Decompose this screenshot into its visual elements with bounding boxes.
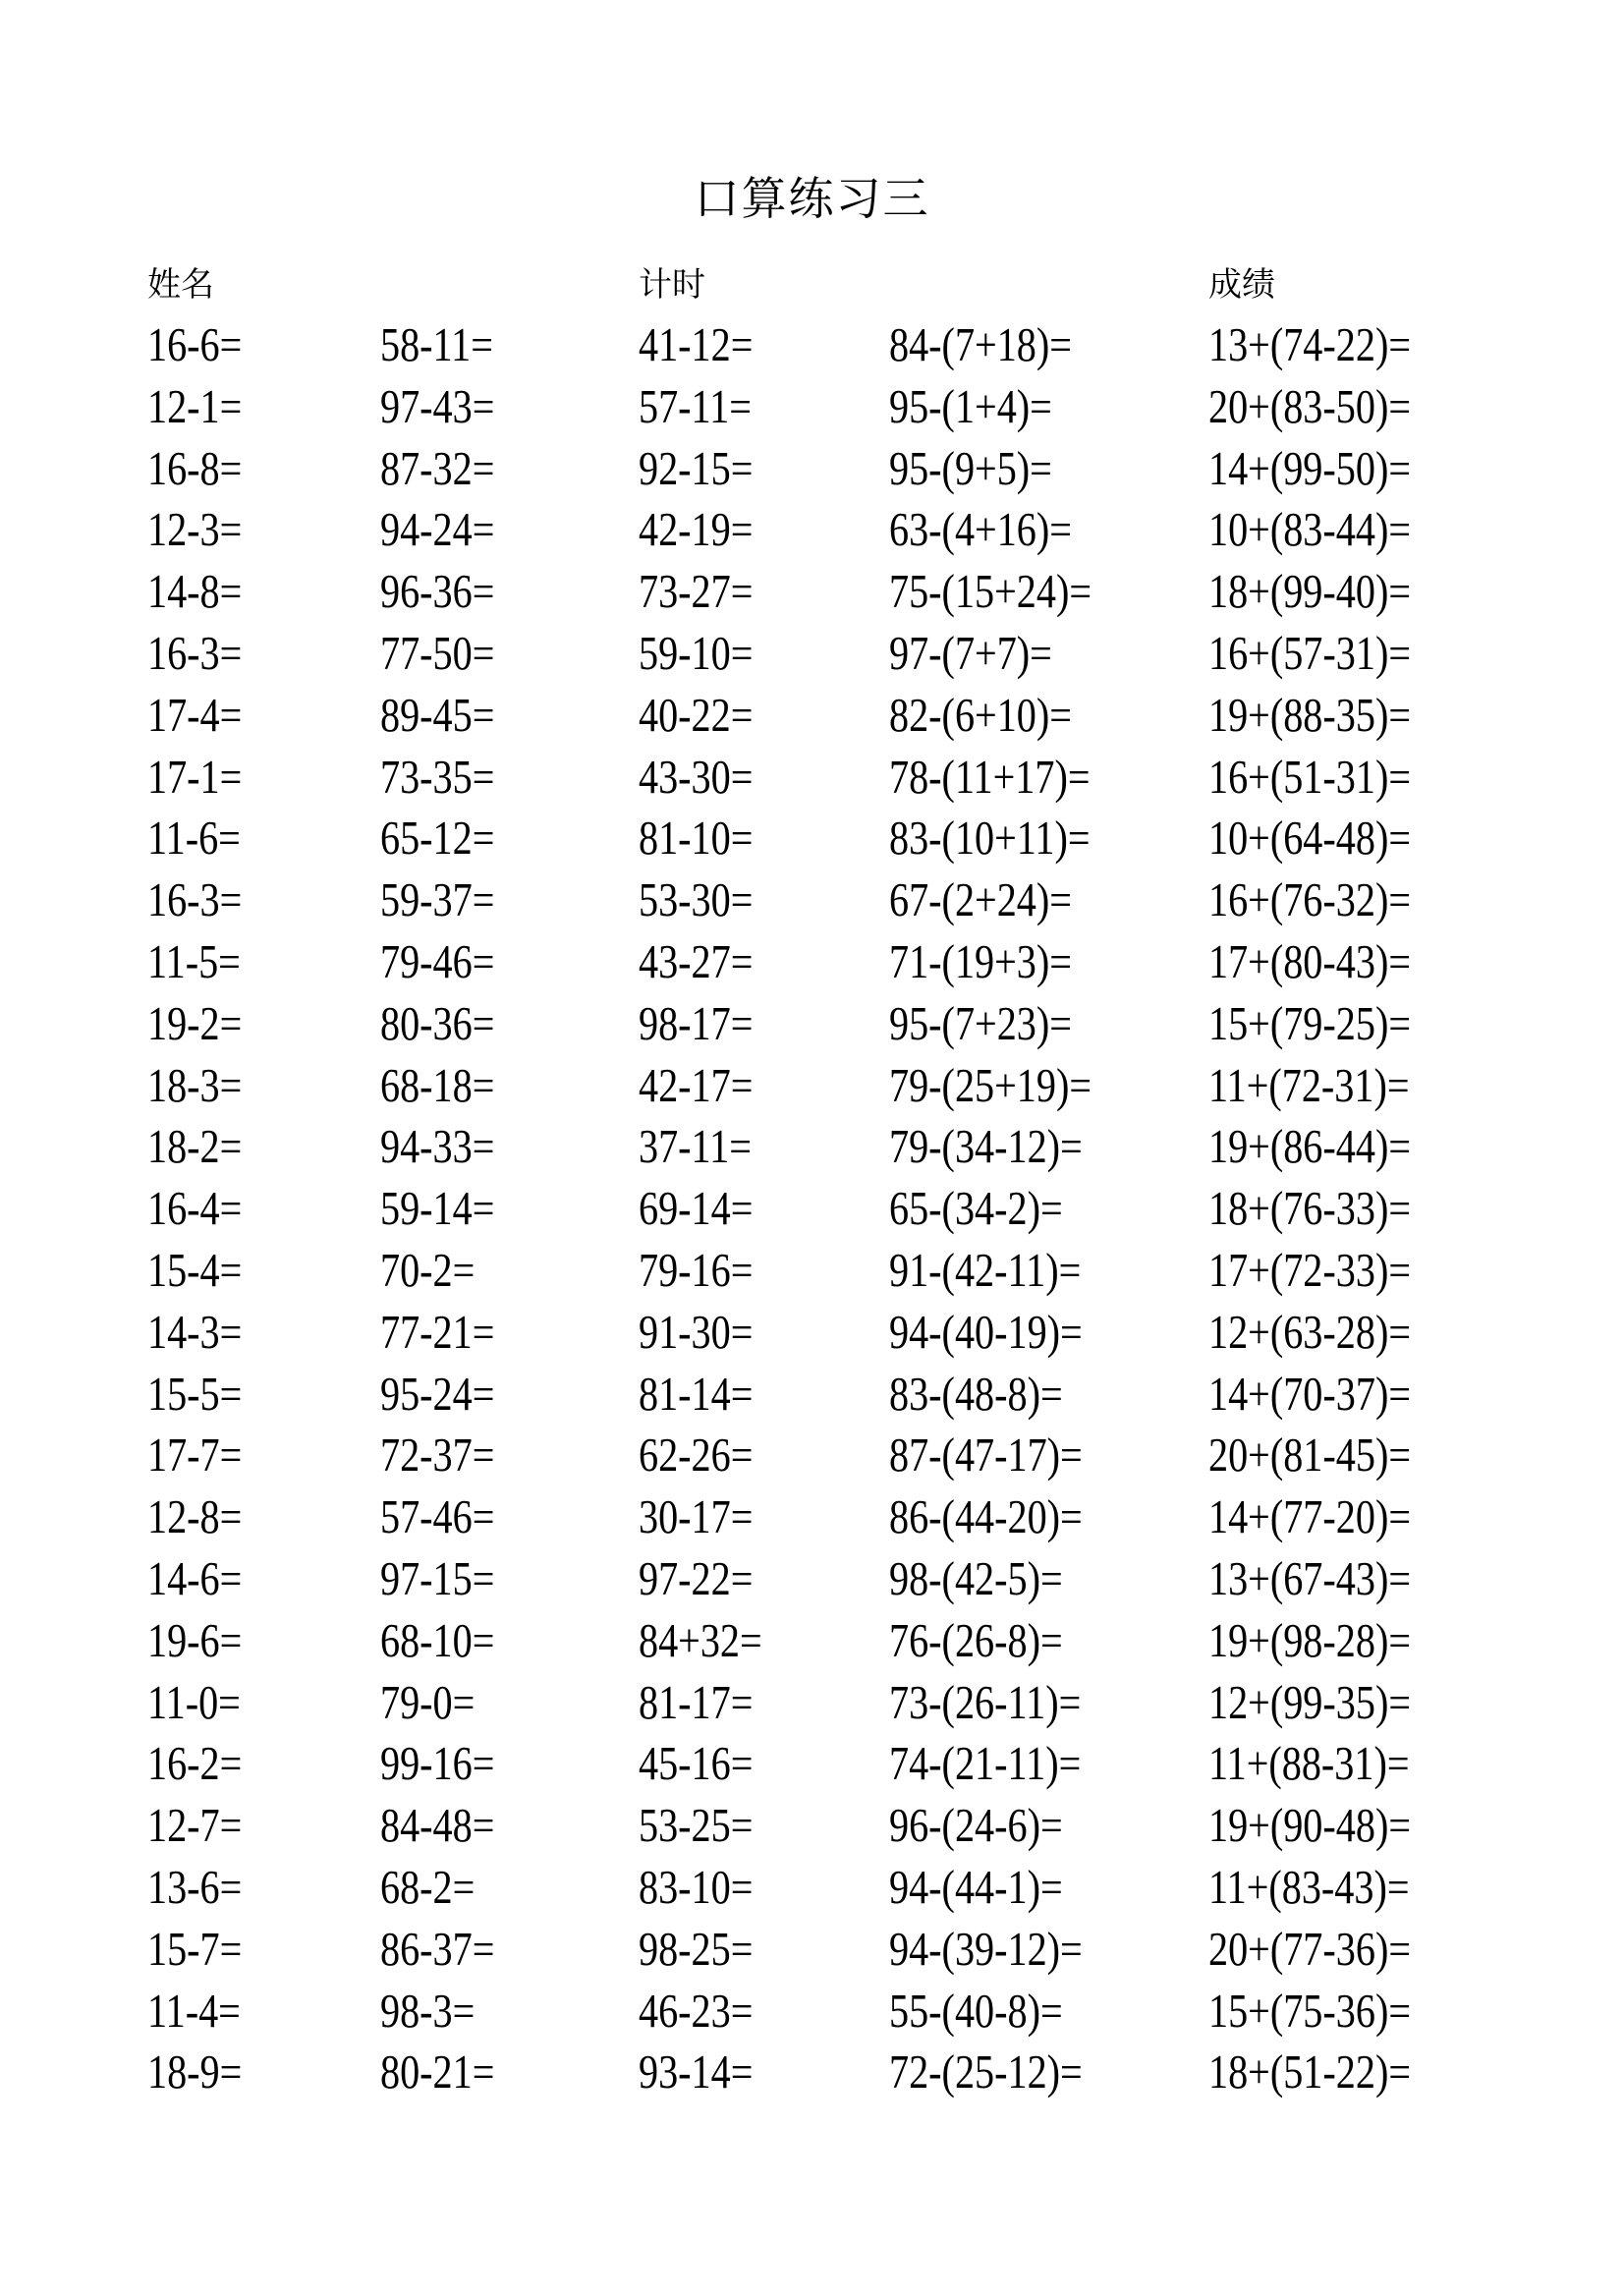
math-problem: 78-(11+17)= [889,749,1091,804]
math-problem: 14+(77-20)= [1208,1489,1412,1544]
problem-row [0,1302,1624,1364]
problem-row [0,1672,1624,1734]
problem-row [0,1548,1624,1610]
math-problem: 97-43= [380,378,495,433]
math-problem: 16-4= [147,1181,243,1236]
problem-row [0,623,1624,685]
math-problem: 97-15= [380,1550,495,1605]
math-problem: 16+(57-31)= [1208,625,1412,680]
math-problem: 95-(9+5)= [889,440,1052,495]
math-problem: 13-6= [147,1859,243,1914]
math-problem: 11-6= [147,811,241,866]
math-problem: 11-4= [147,1983,241,2038]
math-problem: 58-11= [380,317,493,371]
math-problem: 16+(51-31)= [1208,749,1412,804]
math-problem: 76-(26-8)= [889,1612,1063,1667]
math-problem: 19+(86-44)= [1208,1119,1412,1174]
math-problem: 95-24= [380,1366,495,1421]
math-problem: 57-46= [380,1489,495,1544]
math-problem: 62-26= [639,1428,754,1483]
math-problem: 93-14= [639,2044,754,2100]
math-problem: 94-(40-19)= [889,1304,1083,1359]
math-problem: 19-2= [147,995,243,1050]
problem-row [0,1364,1624,1426]
math-problem: 59-10= [639,625,754,680]
math-problem: 73-27= [639,564,754,619]
math-problem: 40-22= [639,687,754,742]
math-problem: 14-8= [147,564,243,619]
math-problem: 86-(44-20)= [889,1489,1083,1544]
math-problem: 89-45= [380,687,495,742]
math-problem: 57-11= [639,378,752,433]
math-problem: 72-37= [380,1428,495,1483]
problem-row [0,314,1624,376]
math-problem: 87-(47-17)= [889,1428,1083,1483]
problem-row [0,1919,1624,1981]
math-problem: 87-32= [380,440,495,495]
math-problem: 30-17= [639,1489,754,1544]
math-problem: 83-(10+11)= [889,811,1091,866]
math-problem: 83-(48-8)= [889,1366,1063,1421]
student-info-header [0,263,1624,307]
math-problem: 15+(79-25)= [1208,995,1412,1050]
math-problem: 12-3= [147,502,243,557]
math-problem: 86-37= [380,1921,495,1976]
math-problem: 43-30= [639,749,754,804]
math-problem: 92-15= [639,440,754,495]
math-problem: 14-6= [147,1550,243,1605]
math-problem: 16-6= [147,317,243,371]
time-label: 计时 [639,265,705,305]
problem-row [0,1857,1624,1919]
score-label: 成绩 [1208,265,1275,305]
math-problem: 80-21= [380,2044,495,2100]
math-problem: 14+(70-37)= [1208,1366,1412,1421]
problem-row [0,1240,1624,1302]
problem-row [0,438,1624,500]
math-problem: 45-16= [639,1736,754,1791]
math-problem: 16-2= [147,1736,243,1791]
math-problem: 98-17= [639,995,754,1050]
math-problem: 70-2= [380,1242,476,1297]
math-problem: 17-4= [147,687,243,742]
math-problem: 79-(34-12)= [889,1119,1083,1174]
math-problem: 99-16= [380,1736,495,1791]
math-problem: 74-(21-11)= [889,1736,1082,1791]
problem-row [0,685,1624,747]
math-problem: 16+(76-32)= [1208,872,1412,927]
math-problem: 11-5= [147,933,241,988]
math-problem: 42-17= [639,1057,754,1112]
math-problem: 68-10= [380,1612,495,1667]
math-problem: 53-25= [639,1798,754,1853]
problem-row [0,808,1624,869]
math-problem: 18+(99-40)= [1208,564,1412,619]
problem-row [0,2042,1624,2103]
math-problem: 73-(26-11)= [889,1674,1082,1729]
math-problem: 71-(19+3)= [889,933,1072,988]
math-problem: 91-30= [639,1304,754,1359]
problem-row [0,1486,1624,1548]
math-problem: 19+(88-35)= [1208,687,1412,742]
math-problem: 16-3= [147,625,243,680]
math-problem: 15-7= [147,1921,243,1976]
math-problem: 68-2= [380,1859,476,1914]
problem-row [0,1610,1624,1672]
math-problem: 14+(99-50)= [1208,440,1412,495]
math-problem: 12-8= [147,1489,243,1544]
math-problem: 17+(80-43)= [1208,933,1412,988]
problem-row [0,376,1624,438]
math-problem: 59-37= [380,872,495,927]
math-problem: 10+(83-44)= [1208,502,1412,557]
math-problem: 10+(64-48)= [1208,811,1412,866]
problem-row [0,1733,1624,1795]
math-problem: 11+(72-31)= [1208,1057,1410,1112]
problem-row [0,993,1624,1055]
math-problem: 79-16= [639,1242,754,1297]
math-problem: 63-(4+16)= [889,502,1072,557]
problem-row [0,1795,1624,1857]
math-problem: 17-1= [147,749,243,804]
math-problem: 53-30= [639,872,754,927]
math-problem: 73-35= [380,749,495,804]
math-problem: 94-(44-1)= [889,1859,1063,1914]
math-problem: 77-21= [380,1304,495,1359]
math-problem: 15-5= [147,1366,243,1421]
math-problem: 91-(42-11)= [889,1242,1082,1297]
math-problem: 75-(15+24)= [889,564,1092,619]
math-problem: 20+(83-50)= [1208,378,1412,433]
math-problem: 19-6= [147,1612,243,1667]
math-problem: 12-1= [147,378,243,433]
math-problem: 80-36= [380,995,495,1050]
math-problem: 17+(72-33)= [1208,1242,1412,1297]
math-problem: 37-11= [639,1119,752,1174]
math-problem: 84-48= [380,1798,495,1853]
math-problem: 67-(2+24)= [889,872,1072,927]
math-problem: 97-(7+7)= [889,625,1052,680]
math-problem: 79-46= [380,933,495,988]
page-title: 口算练习三 [694,172,930,225]
math-problem: 59-14= [380,1181,495,1236]
math-problem: 43-27= [639,933,754,988]
math-problem: 18-2= [147,1119,243,1174]
math-problem: 16-8= [147,440,243,495]
math-problem: 17-7= [147,1428,243,1483]
math-problem: 81-17= [639,1674,754,1729]
math-problem: 79-0= [380,1674,476,1729]
math-problem: 16-3= [147,872,243,927]
problem-row [0,1425,1624,1486]
problem-row [0,1055,1624,1117]
math-problem: 79-(25+19)= [889,1057,1092,1112]
math-problem: 84+32= [639,1612,762,1667]
math-problem: 15+(75-36)= [1208,1983,1412,2038]
math-problem: 42-19= [639,502,754,557]
math-problem: 41-12= [639,317,754,371]
math-problem: 77-50= [380,625,495,680]
math-problem: 11+(88-31)= [1208,1736,1410,1791]
math-problem: 19+(98-28)= [1208,1612,1412,1667]
math-problem: 98-25= [639,1921,754,1976]
math-problem: 94-24= [380,502,495,557]
math-problem: 55-(40-8)= [889,1983,1063,2038]
math-problem: 97-22= [639,1550,754,1605]
math-problem: 98-3= [380,1983,476,2038]
math-problem: 15-4= [147,1242,243,1297]
math-problem: 46-23= [639,1983,754,2038]
problem-row [0,1116,1624,1178]
math-problem: 13+(74-22)= [1208,317,1412,371]
problem-row [0,869,1624,931]
problem-row [0,1178,1624,1240]
math-problem: 82-(6+10)= [889,687,1072,742]
math-problem: 19+(90-48)= [1208,1798,1412,1853]
problem-row [0,561,1624,623]
name-label: 姓名 [147,265,214,305]
math-problem: 65-(34-2)= [889,1181,1063,1236]
math-problem: 72-(25-12)= [889,2044,1083,2100]
math-problem: 81-10= [639,811,754,866]
math-problem: 18-9= [147,2044,243,2100]
math-problem: 20+(77-36)= [1208,1921,1412,1976]
math-problem: 18+(76-33)= [1208,1181,1412,1236]
problem-grid [0,314,1624,2103]
math-problem: 12+(63-28)= [1208,1304,1412,1359]
math-problem: 81-14= [639,1366,754,1421]
problem-row [0,747,1624,809]
math-problem: 68-18= [380,1057,495,1112]
math-problem: 98-(42-5)= [889,1550,1063,1605]
math-problem: 18-3= [147,1057,243,1112]
math-problem: 65-12= [380,811,495,866]
problem-row [0,499,1624,561]
problem-row [0,1981,1624,2043]
math-problem: 20+(81-45)= [1208,1428,1412,1483]
math-problem: 11-0= [147,1674,241,1729]
problem-row [0,931,1624,993]
math-problem: 12+(99-35)= [1208,1674,1412,1729]
math-problem: 83-10= [639,1859,754,1914]
math-problem: 14-3= [147,1304,243,1359]
math-problem: 84-(7+18)= [889,317,1072,371]
math-problem: 95-(7+23)= [889,995,1072,1050]
math-problem: 95-(1+4)= [889,378,1052,433]
math-problem: 18+(51-22)= [1208,2044,1412,2100]
math-problem: 11+(83-43)= [1208,1859,1410,1914]
math-problem: 96-36= [380,564,495,619]
math-problem: 96-(24-6)= [889,1798,1063,1853]
math-problem: 94-33= [380,1119,495,1174]
math-problem: 12-7= [147,1798,243,1853]
math-problem: 13+(67-43)= [1208,1550,1412,1605]
math-problem: 94-(39-12)= [889,1921,1083,1976]
math-problem: 69-14= [639,1181,754,1236]
